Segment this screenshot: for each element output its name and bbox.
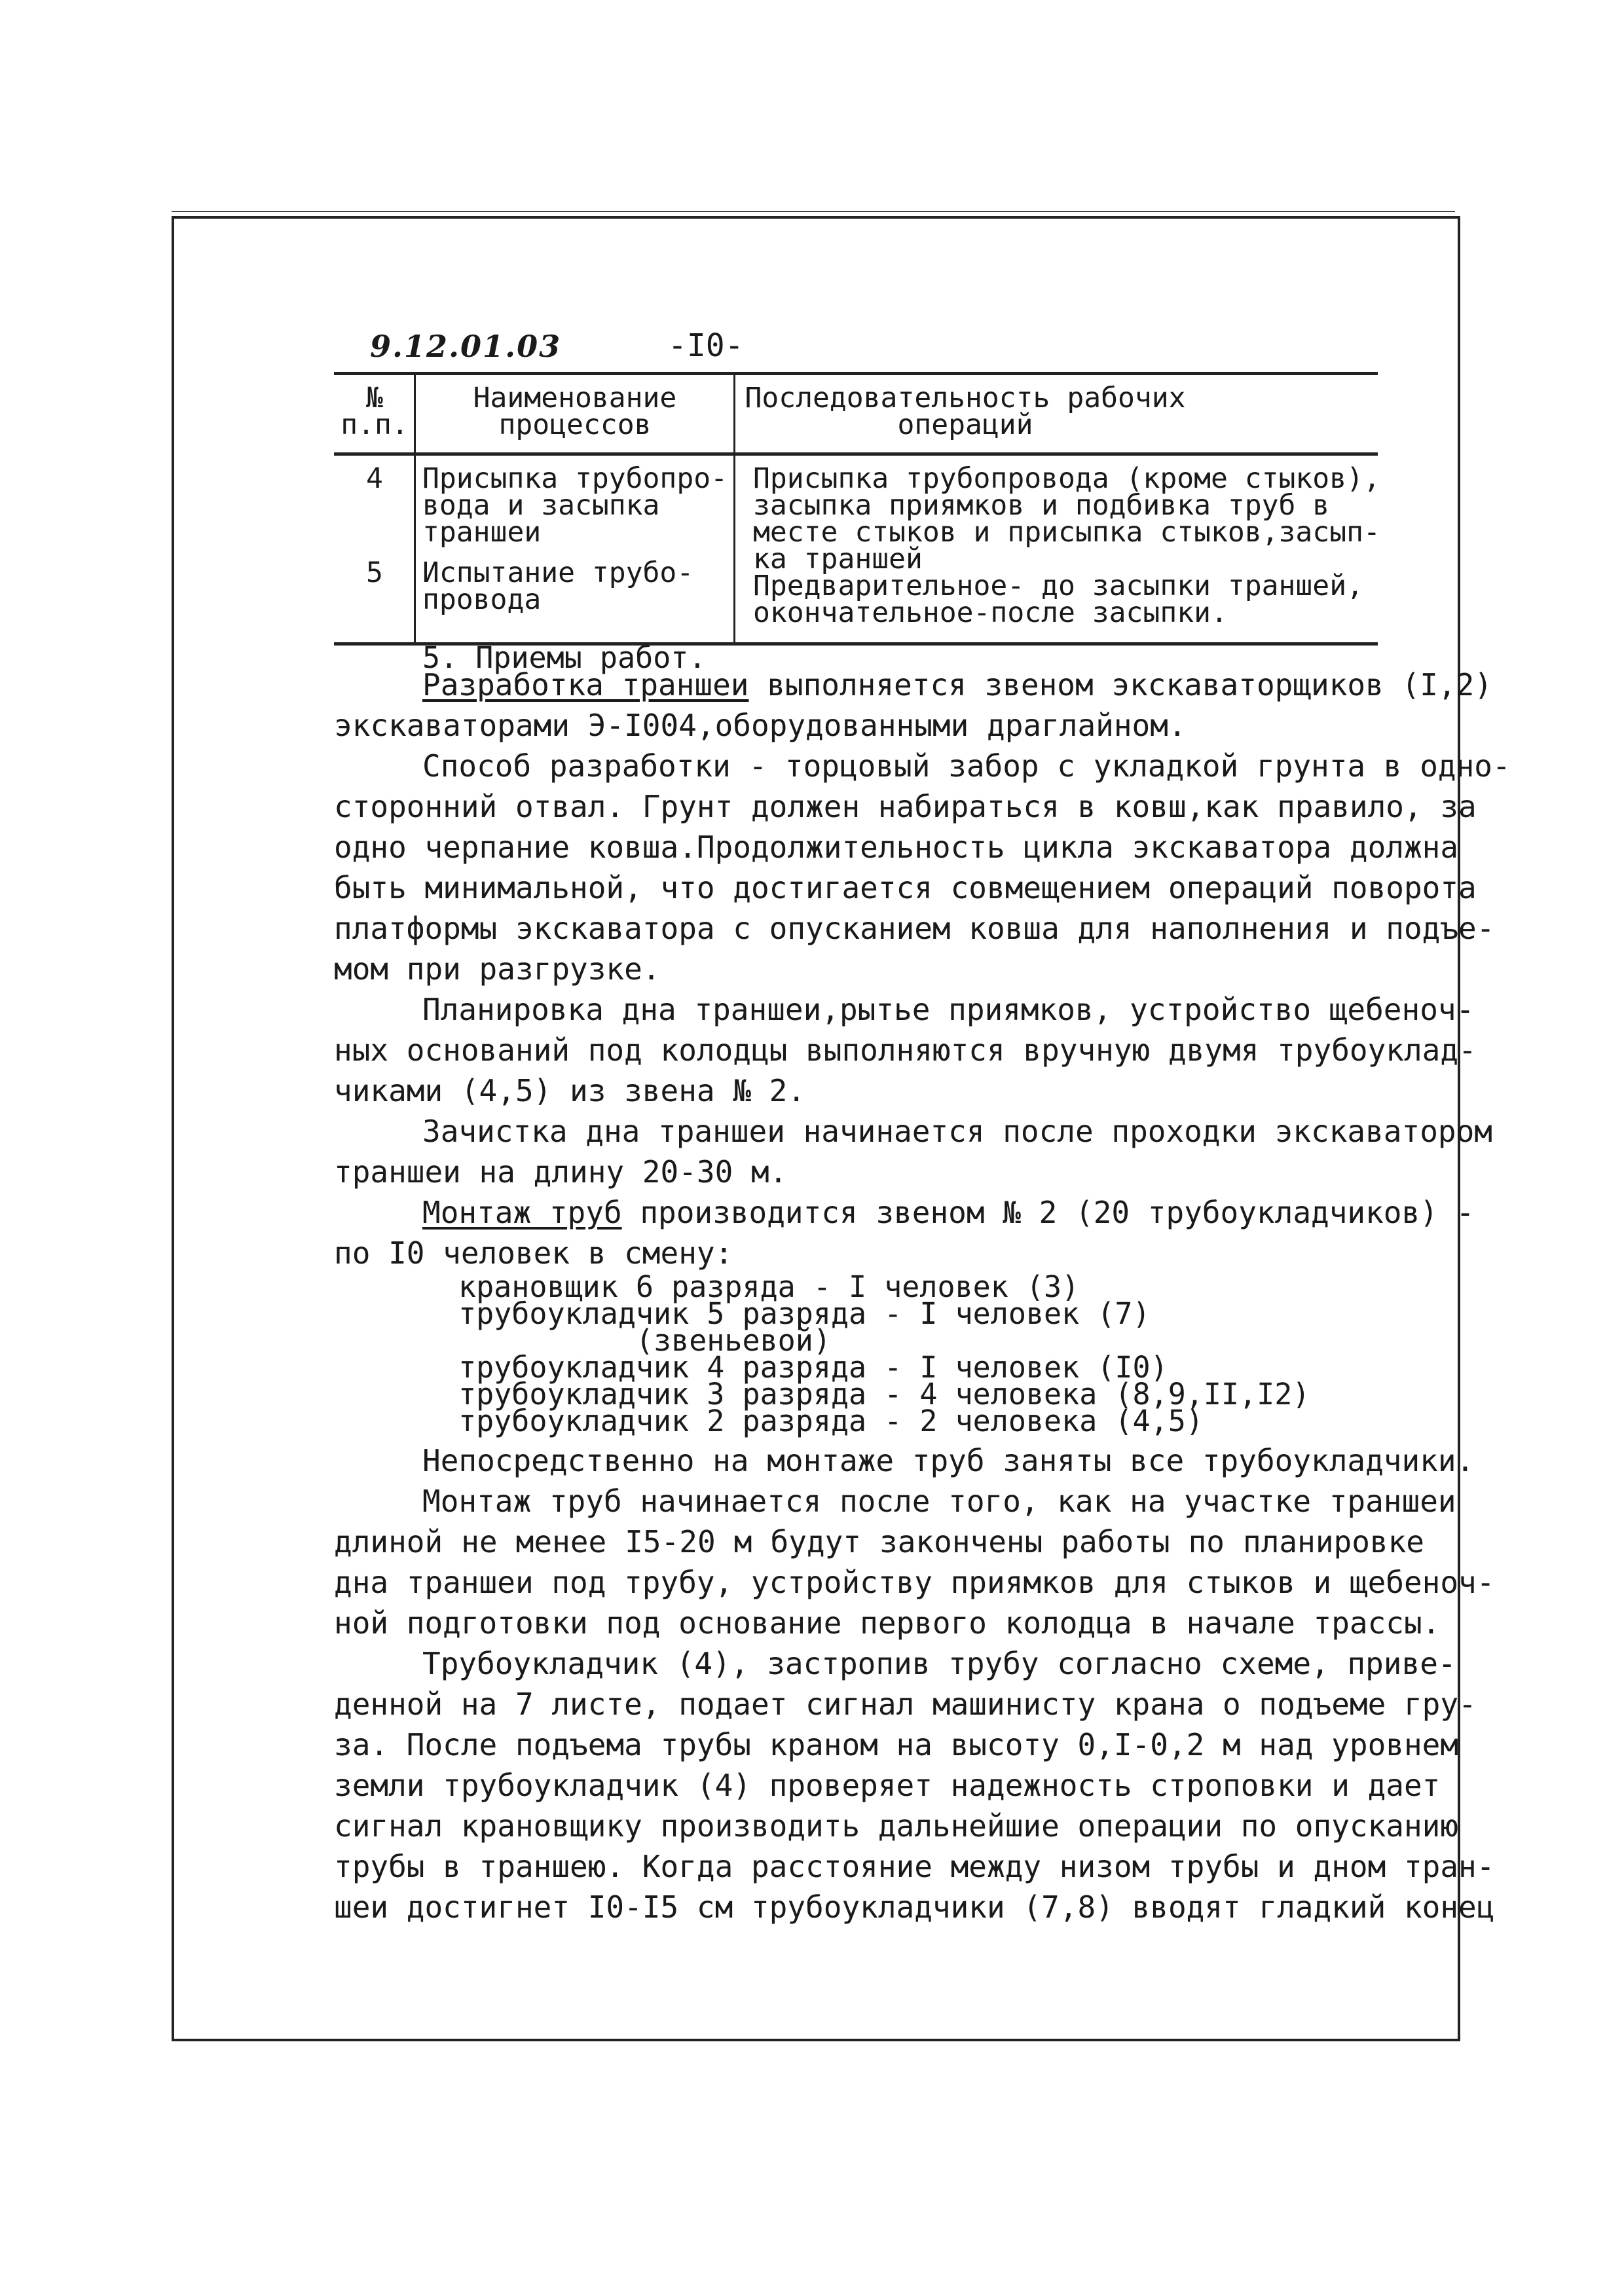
paragraph-line: шеи достигнет I0-I5 см трубоукладчики (7,8) вводят гладкий конец [334,1889,1495,1925]
table-row-ops: Присыпка трубопровода (кроме стыков), засыпка приямков и подбивка труб в месте стыков и присыпка стыков,засып- ка траншей [753,462,1380,575]
crew-list [458,1269,1310,1438]
paragraph-line: за. После подъема трубы краном на высоту 0,I-0,2 м над уровнем [334,1727,1459,1762]
paragraph-line: земли трубоукладчик (4) проверяет надежность строповки и дает [334,1768,1441,1803]
paragraph-line: Зачистка дна траншеи начинается после проходки экскаватором [422,1114,1492,1149]
paragraph-line: Способ разработки - торцовый забор с укладкой грунта в одно- [422,748,1511,784]
page-number: -I0- [668,327,744,364]
paragraph-line: длиной не менее I5-20 м будут закончены работы по планировке [334,1524,1424,1559]
table-col-divider-2 [733,372,735,646]
paragraph-line: трубы в траншею. Когда расстояние между низом трубы и дном тран- [334,1849,1495,1884]
table-row-ops: Предварительное- до засыпки траншей, окончательное-после засыпки. [753,570,1363,629]
paragraph-line: чиками (4,5) из звена № 2. [334,1073,806,1108]
paragraph-line: платформы экскаватора с опусканием ковша для наполнения и подъе- [334,911,1495,946]
paragraph-line: одно черпание ковша.Продолжительность цикла экскаватора должна [334,829,1459,865]
crew-item: трубоукладчик 4 разряда - I человек (I0) [458,1350,1168,1385]
paragraph-line: быть минимальной, что достигается совмещением операций поворота [334,870,1477,905]
table-top-rule [334,372,1378,375]
paragraph-line: сторонний отвал. Грунт должен набираться в ковш,как правило, за [334,789,1477,824]
paragraph-line: мом при разгрузке. [334,951,661,987]
paragraph-line: Непосредственно на монтаже труб заняты все трубоукладчики. [422,1443,1475,1478]
paragraph-line: Разработка траншеи выполняется звеном экскаваторщиков (I,2) [422,667,1492,702]
paragraph-line: экскаваторами Э-I004,оборудованными драглайном. [334,708,1187,743]
crew-item: трубоукладчик 5 разряда - I человек (7) [458,1296,1151,1331]
paragraph-line: Планировка дна траншеи,рытье приямков, устройство щебеноч- [422,992,1475,1027]
paragraph-line: Монтаж труб производится звеном № 2 (20 трубоукладчиков) - [422,1195,1475,1230]
paragraph-line: по I0 человек в смену: [334,1235,733,1271]
table-header-ops: Последовательность рабочих операций [745,382,1186,441]
paragraph-line: Трубоукладчик (4), застропив трубу согласно схеме, приве- [422,1646,1456,1681]
paragraph-line: сигнал крановщику производить дальнейшие операции по опусканию [334,1808,1459,1844]
term-pipe-mounting: Монтаж труб [422,1195,622,1230]
table-header-rule [334,452,1378,456]
crew-item: (звеньевой) [458,1323,831,1358]
paragraph-line: дна траншеи под трубу, устройству приямков для стыков и щебеноч- [334,1565,1495,1600]
section-title: 5. Приемы работ. [422,640,707,675]
paragraph-line: денной на 7 листе, подает сигнал машинисту крана о подъеме гру- [334,1686,1477,1722]
crew-item: трубоукладчик 3 разряда - 4 человека (8,9,II,I2) [458,1377,1310,1412]
table-row-name: Присыпка трубопро- вода и засыпка траншеи [422,462,728,549]
page-frame-top-rule [172,211,1455,212]
paragraph-line: Монтаж труб начинается после того, как на участке траншеи [422,1484,1456,1519]
table-col-divider-1 [414,372,416,646]
paragraph-line: ных оснований под колодцы выполняются вручную двумя трубоуклад- [334,1032,1477,1068]
table-header-no: № п.п. [341,382,409,441]
table-row-no: 4 [366,462,383,495]
table-row-no: 5 [366,556,383,589]
crew-item: трубоукладчик 2 разряда - 2 человека (4,5) [458,1404,1204,1438]
paragraph-line: ной подготовки под основание первого колодца в начале трассы. [334,1605,1441,1641]
table-header-name: Наименование процессов [473,382,677,441]
term-excavation: Разработка траншеи [422,667,749,702]
crew-item: крановщик 6 разряда - I человек (3) [458,1269,1080,1304]
table-row-name: Испытание трубо- провода [422,556,694,616]
document-code: 9.12.01.03 [370,329,562,364]
paragraph-line: траншеи на длину 20-30 м. [334,1154,788,1190]
